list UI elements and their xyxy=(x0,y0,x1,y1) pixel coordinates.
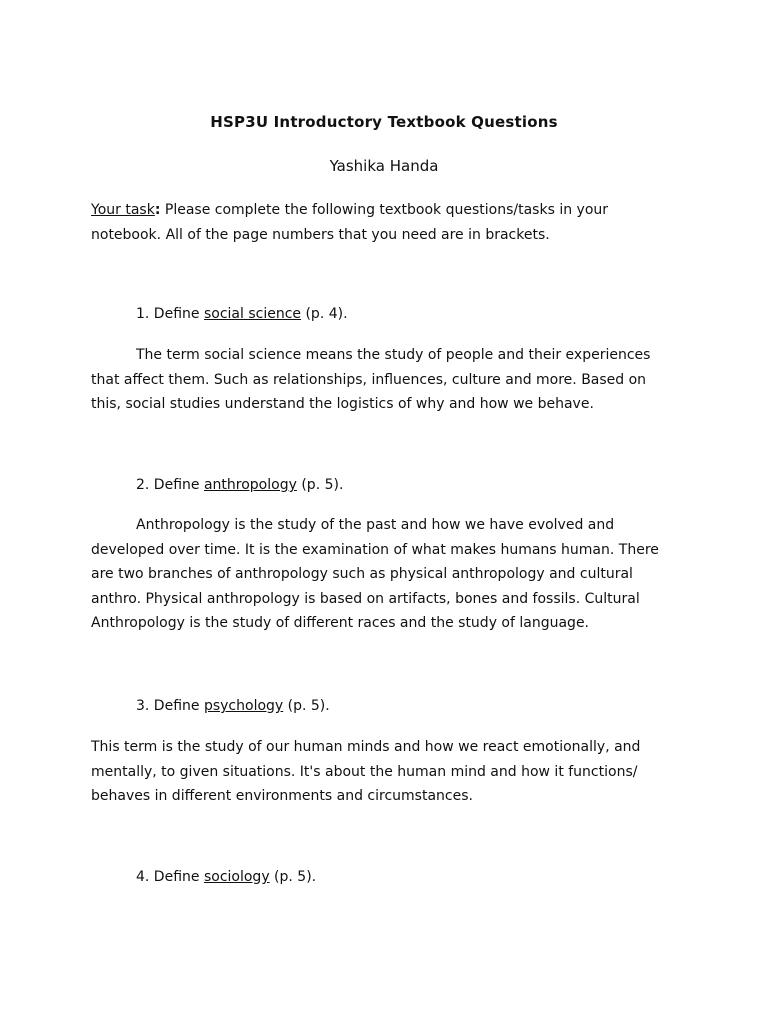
question-3 xyxy=(136,696,330,716)
question-prefix: 2. Define xyxy=(136,477,204,493)
author-name: Yashika Handa xyxy=(329,157,439,175)
task-instructions xyxy=(91,198,671,247)
question-suffix: (p. 4). xyxy=(301,306,348,322)
answer-1: The term social science means the study of people and their experiences that affect them. Such as relationships, influences, culture and more. Based on this, social studies understand the logistics of why and how we behave. xyxy=(91,347,651,412)
question-prefix: 1. Define xyxy=(136,306,204,322)
task-colon: : xyxy=(154,202,161,218)
question-term: psychology xyxy=(203,698,284,714)
question-suffix: (p. 5). xyxy=(296,477,344,493)
document-title: HSP3U Introductory Textbook Questions xyxy=(210,113,558,131)
question-prefix: 3. Define xyxy=(136,698,204,714)
question-suffix: (p. 5). xyxy=(269,869,317,885)
answer-2: Anthropology is the study of the past and how we have evolved and developed over time. It is the examination of what makes humans human. There are two branches of anthropology such as physical anthropology and cultural anthro. Physical anthropology is based on artifacts, bones and fossils. Cultural Anthropology is the study of different races and the study of language. xyxy=(91,517,659,631)
question-1 xyxy=(136,304,348,324)
task-label: Your task xyxy=(91,202,155,218)
question-term: anthropology xyxy=(203,477,297,493)
question-4 xyxy=(136,867,316,887)
question-prefix: 4. Define xyxy=(136,869,204,885)
question-term: sociology xyxy=(203,869,270,885)
question-suffix: (p. 5). xyxy=(283,698,330,714)
question-term: social science xyxy=(203,306,302,322)
answer-3: This term is the study of our human minds and how we react emotionally, and mentally, to given situations. It's about the human mind and how it functions/ behaves in different environments and circumstances. xyxy=(91,739,641,804)
question-2 xyxy=(136,475,343,495)
task-text: Please complete the following textbook questions/tasks in your notebook. All of the page numbers that you need are in brackets. xyxy=(91,202,609,243)
